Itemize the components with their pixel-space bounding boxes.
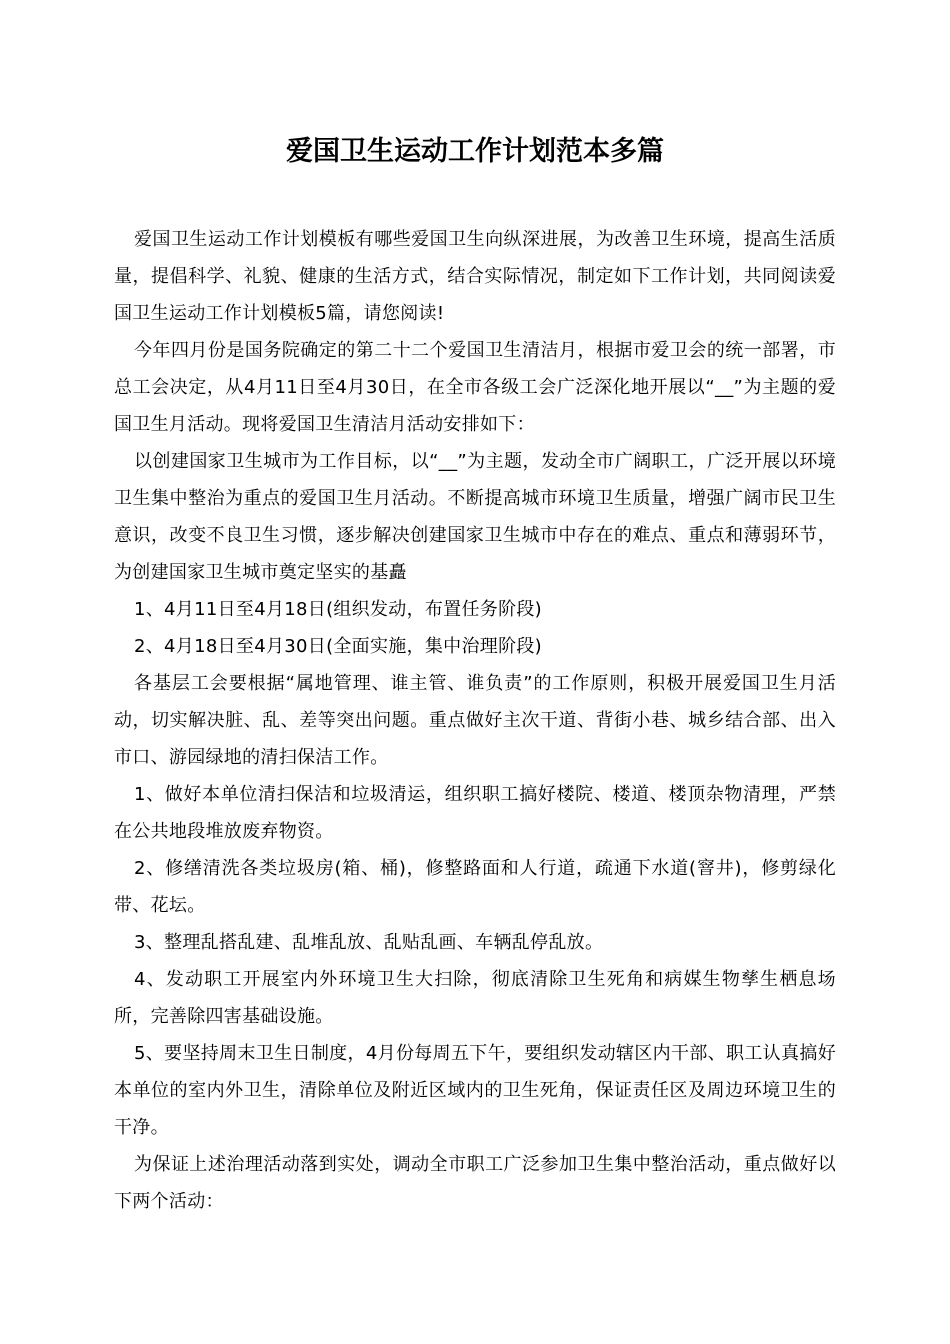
goal-paragraph: 以创建国家卫生城市为工作目标，以“__”为主题，发动全市广阔职工，广泛开展以环境卫生集中整治为重点的爱国卫生月活动。不断提高城市环境卫生质量，增强广阔市民卫生意识，改变不良卫生习惯，逐步解决创建国家卫生城市中存在的难点、重点和薄弱环节，为创建国家卫生城市奠定坚实的基矗 [114, 451, 836, 583]
task-item-4: 4、发动职工开展室内外环境卫生大扫除，彻底清除卫生死角和病媒生物孳生栖息场所，完善除四害基础设施。 [114, 969, 836, 1027]
background-paragraph: 今年四月份是国务院确定的第二十二个爱国卫生清洁月，根据市爱卫会的统一部署，市总工会决定，从4月11日至4月30日，在全市各级工会广泛深化地开展以“__”为主题的爱国卫生月活动。现将爱国卫生清洁月活动安排如下： [114, 340, 836, 435]
document-title: 爱国卫生运动工作计划范本多篇 [286, 136, 664, 167]
closing-paragraph: 为保证上述治理活动落到实处，调动全市职工广泛参加卫生集中整治活动，重点做好以下两个活动： [114, 1154, 836, 1212]
principle-paragraph: 各基层工会要根据“属地管理、谁主管、谁负责”的工作原则，积极开展爱国卫生月活动，切实解决脏、乱、差等突出问题。重点做好主次干道、背街小巷、城乡结合部、出入市口、游园绿地的清扫保洁工作。 [114, 673, 836, 768]
task-item-2: 2、修缮清洗各类垃圾房(箱、桶)，修整路面和人行道，疏通下水道(窨井)，修剪绿化带、花坛。 [114, 858, 836, 916]
task-item-3: 3、整理乱搭乱建、乱堆乱放、乱贴乱画、车辆乱停乱放。 [134, 932, 604, 953]
schedule-item-1: 1、4月11日至4月18日(组织发动，布置任务阶段) [134, 599, 543, 620]
intro-paragraph: 爱国卫生运动工作计划模板有哪些爱国卫生向纵深进展，为改善卫生环境，提高生活质量，提倡科学、礼貌、健康的生活方式，结合实际情况，制定如下工作计划，共同阅读爱国卫生运动工作计划模板5篇，请您阅读! [114, 229, 836, 324]
task-item-5: 5、要坚持周末卫生日制度，4月份每周五下午，要组织发动辖区内干部、职工认真搞好本单位的室内外卫生，清除单位及附近区域内的卫生死角，保证责任区及周边环境卫生的干净。 [114, 1043, 836, 1138]
document-body [114, 221, 836, 1220]
schedule-item-2: 2、4月18日至4月30日(全面实施，集中治理阶段) [134, 636, 543, 657]
task-item-1: 1、做好本单位清扫保洁和垃圾清运，组织职工搞好楼院、楼道、楼顶杂物清理，严禁在公共地段堆放废弃物资。 [114, 784, 836, 842]
